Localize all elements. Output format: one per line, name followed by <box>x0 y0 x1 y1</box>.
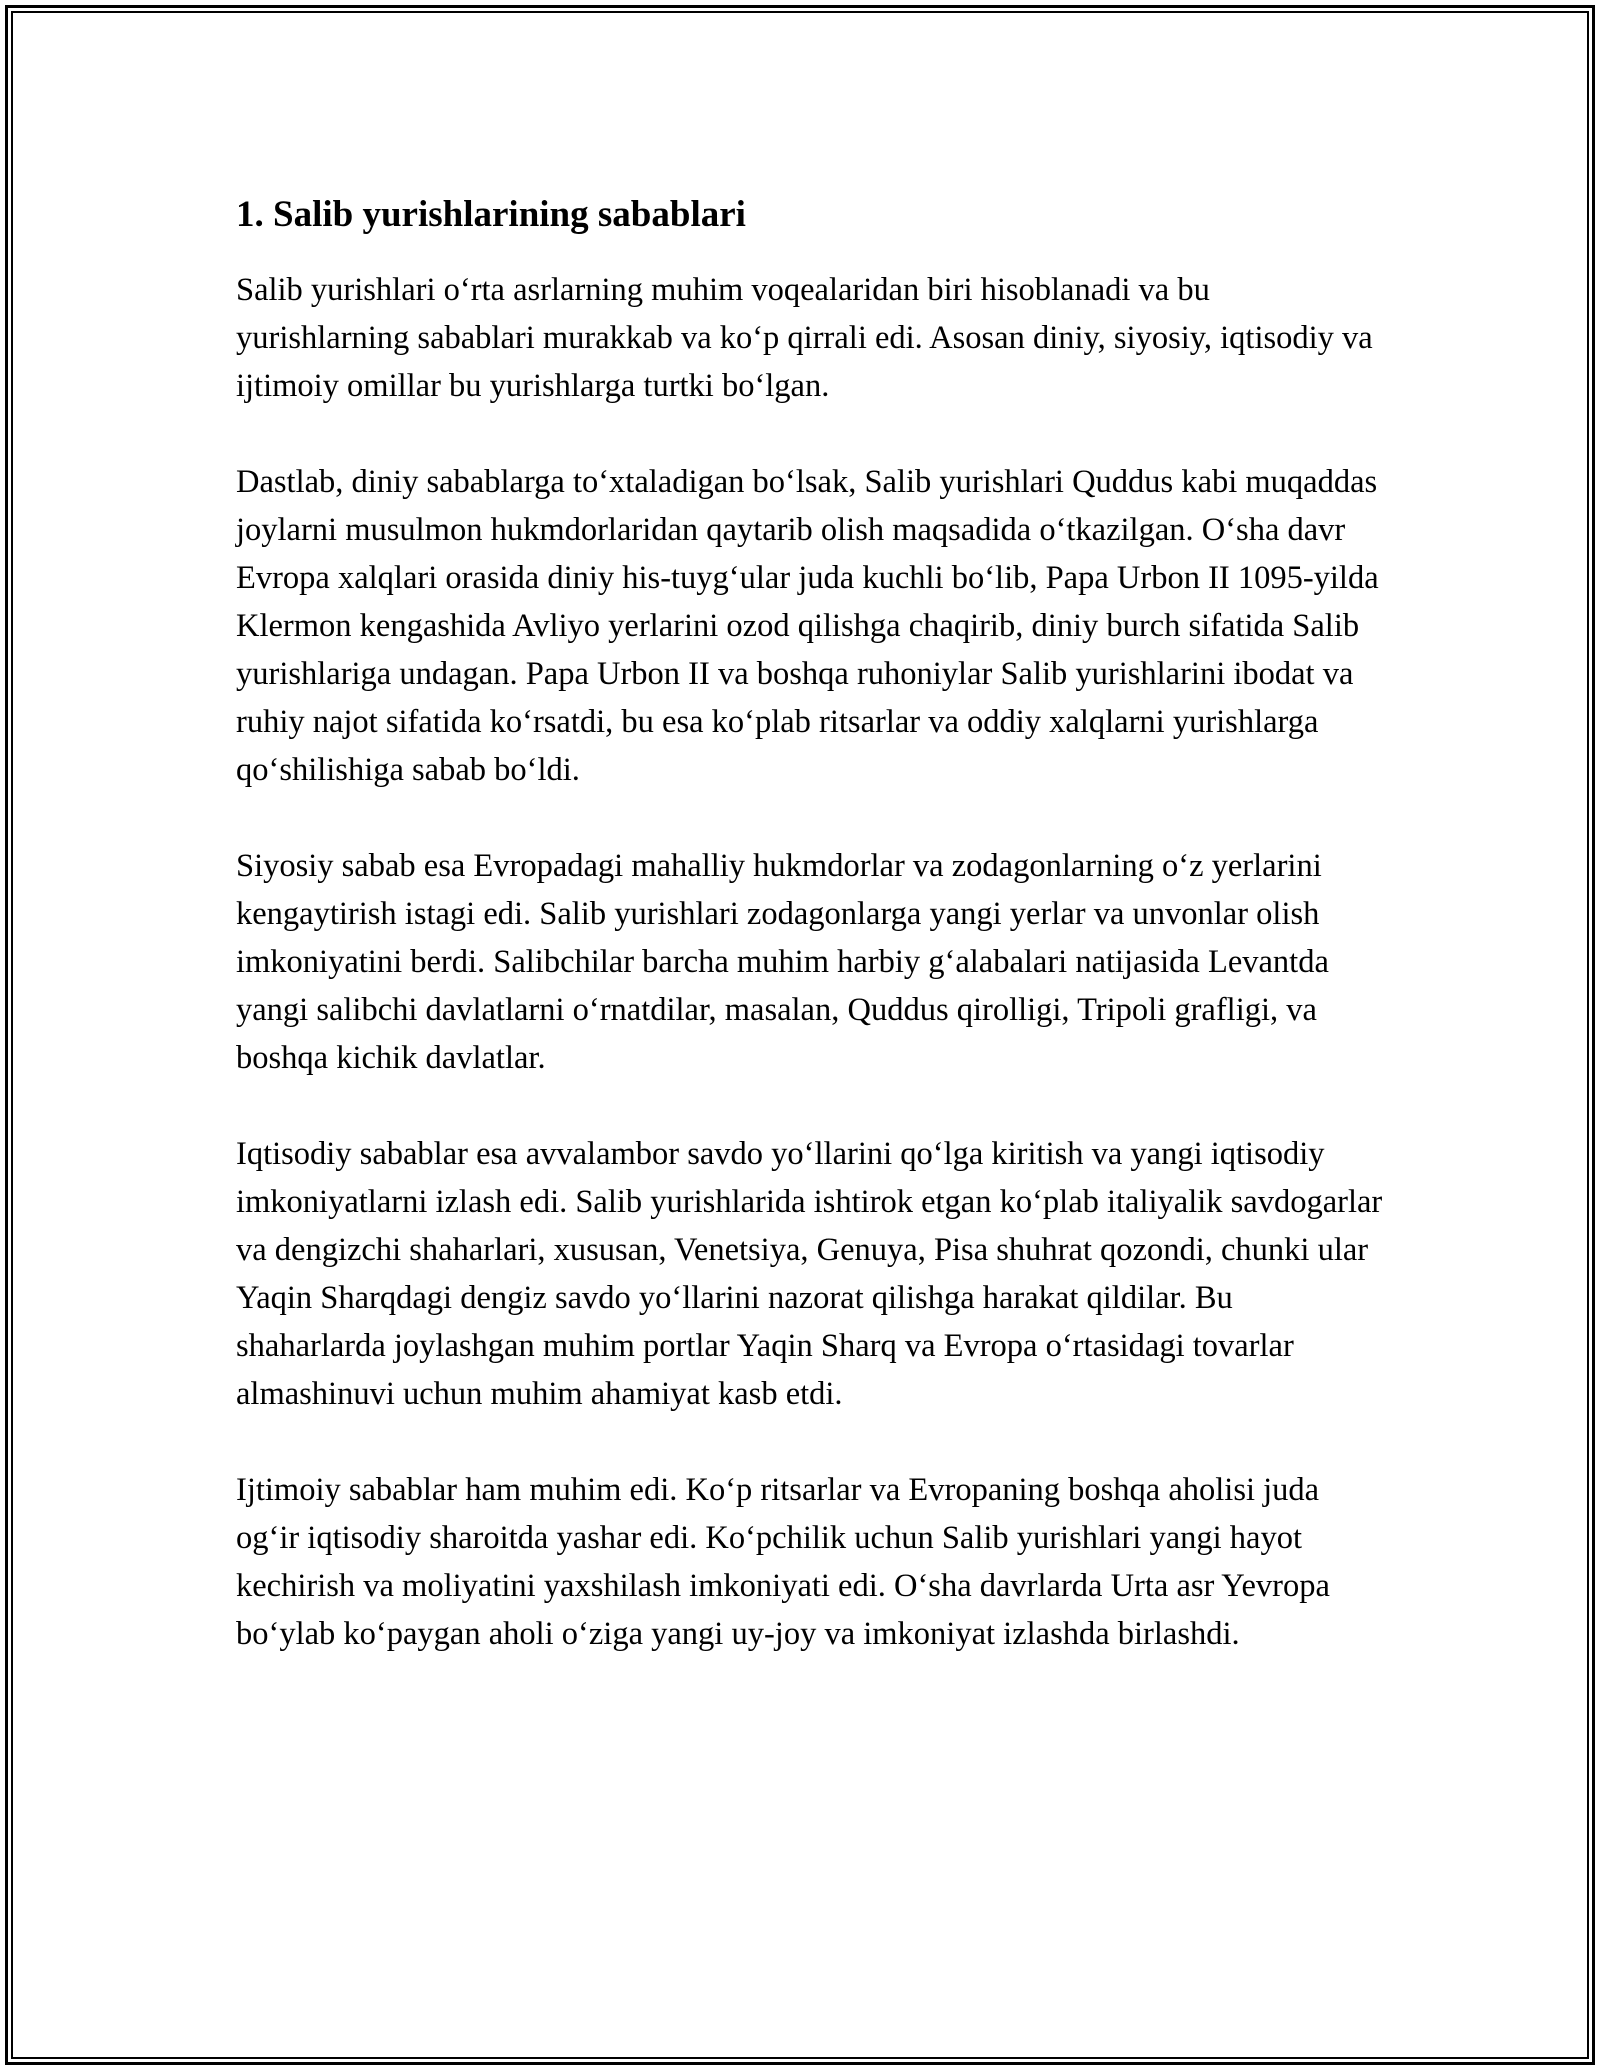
section-heading: 1. Salib yurishlarining sabablari <box>236 194 746 235</box>
paragraph-social-causes: Ijtimoiy sabablar ham muhim edi. Ko‘p ritsarlar va Evropaning boshqa aholisi juda og‘ir iqtisodiy sharoitda yashar edi. Ko‘pchilik uchun Salib yurishlari yangi hayot kechirish va moliyatini yaxshilash imkoniyati edi. O‘sha davrlarda Urta asr Yevropa bo‘ylab ko‘paygan aholi o‘ziga yangi uy-joy va imkoniyat izlashda birlashdi. <box>236 1472 1330 1652</box>
paragraph-intro: Salib yurishlari o‘rta asrlarning muhim voqealaridan biri hisoblanadi va bu yurishlarning sabablari murakkab va ko‘p qirrali edi. Asosan diniy, siyosiy, iqtisodiy va ijtimoiy omillar bu yurishlarga turtki bo‘lgan. <box>236 272 1373 404</box>
paragraph-political-causes: Siyosiy sabab esa Evropadagi mahalliy hukmdorlar va zodagonlarning o‘z yerlarini kengaytirish istagi edi. Salib yurishlari zodagonlarga yangi yerlar va unvonlar olish imkoniyatini berdi. Salibchilar barcha muhim harbiy g‘alabalari natijasida Levantda yangi salibchi davlatlarni o‘rnatdilar, masalan, Quddus qirolligi, Tripoli grafligi, va boshqa kichik davlatlar. <box>236 848 1329 1076</box>
document-body <box>236 186 1384 1706</box>
paragraph-religious-causes: Dastlab, diniy sabablarga to‘xtaladigan bo‘lsak, Salib yurishlari Quddus kabi muqaddas joylarni musulmon hukmdorlaridan qaytarib olish maqsadida o‘tkazilgan. O‘sha davr Evropa xalqlari orasida diniy his-tuyg‘ular juda kuchli bo‘lib, Papa Urbon II 1095-yilda Klermon kengashida Avliyo yerlarini ozod qilishga chaqirib, diniy burch sifatida Salib yurishlariga undagan. Papa Urbon II va boshqa ruhoniylar Salib yurishlarini ibodat va ruhiy najot sifatida ko‘rsatdi, bu esa ko‘plab ritsarlar va oddiy xalqlarni yurishlarga qo‘shilishiga sabab bo‘ldi. <box>236 464 1379 788</box>
paragraph-economic-causes: Iqtisodiy sabablar esa avvalambor savdo yo‘llarini qo‘lga kiritish va yangi iqtisodiy imkoniyatlarni izlash edi. Salib yurishlarida ishtirok etgan ko‘plab italiyalik savdogarlar va dengizchi shaharlari, xususan, Venetsiya, Genuya, Pisa shuhrat qozondi, chunki ular Yaqin Sharqdagi dengiz savdo yo‘llarini nazorat qilishga harakat qildilar. Bu shaharlarda joylashgan muhim portlar Yaqin Sharq va Evropa o‘rtasidagi tovarlar almashinuvi uchun muhim ahamiyat kasb etdi. <box>236 1136 1383 1412</box>
